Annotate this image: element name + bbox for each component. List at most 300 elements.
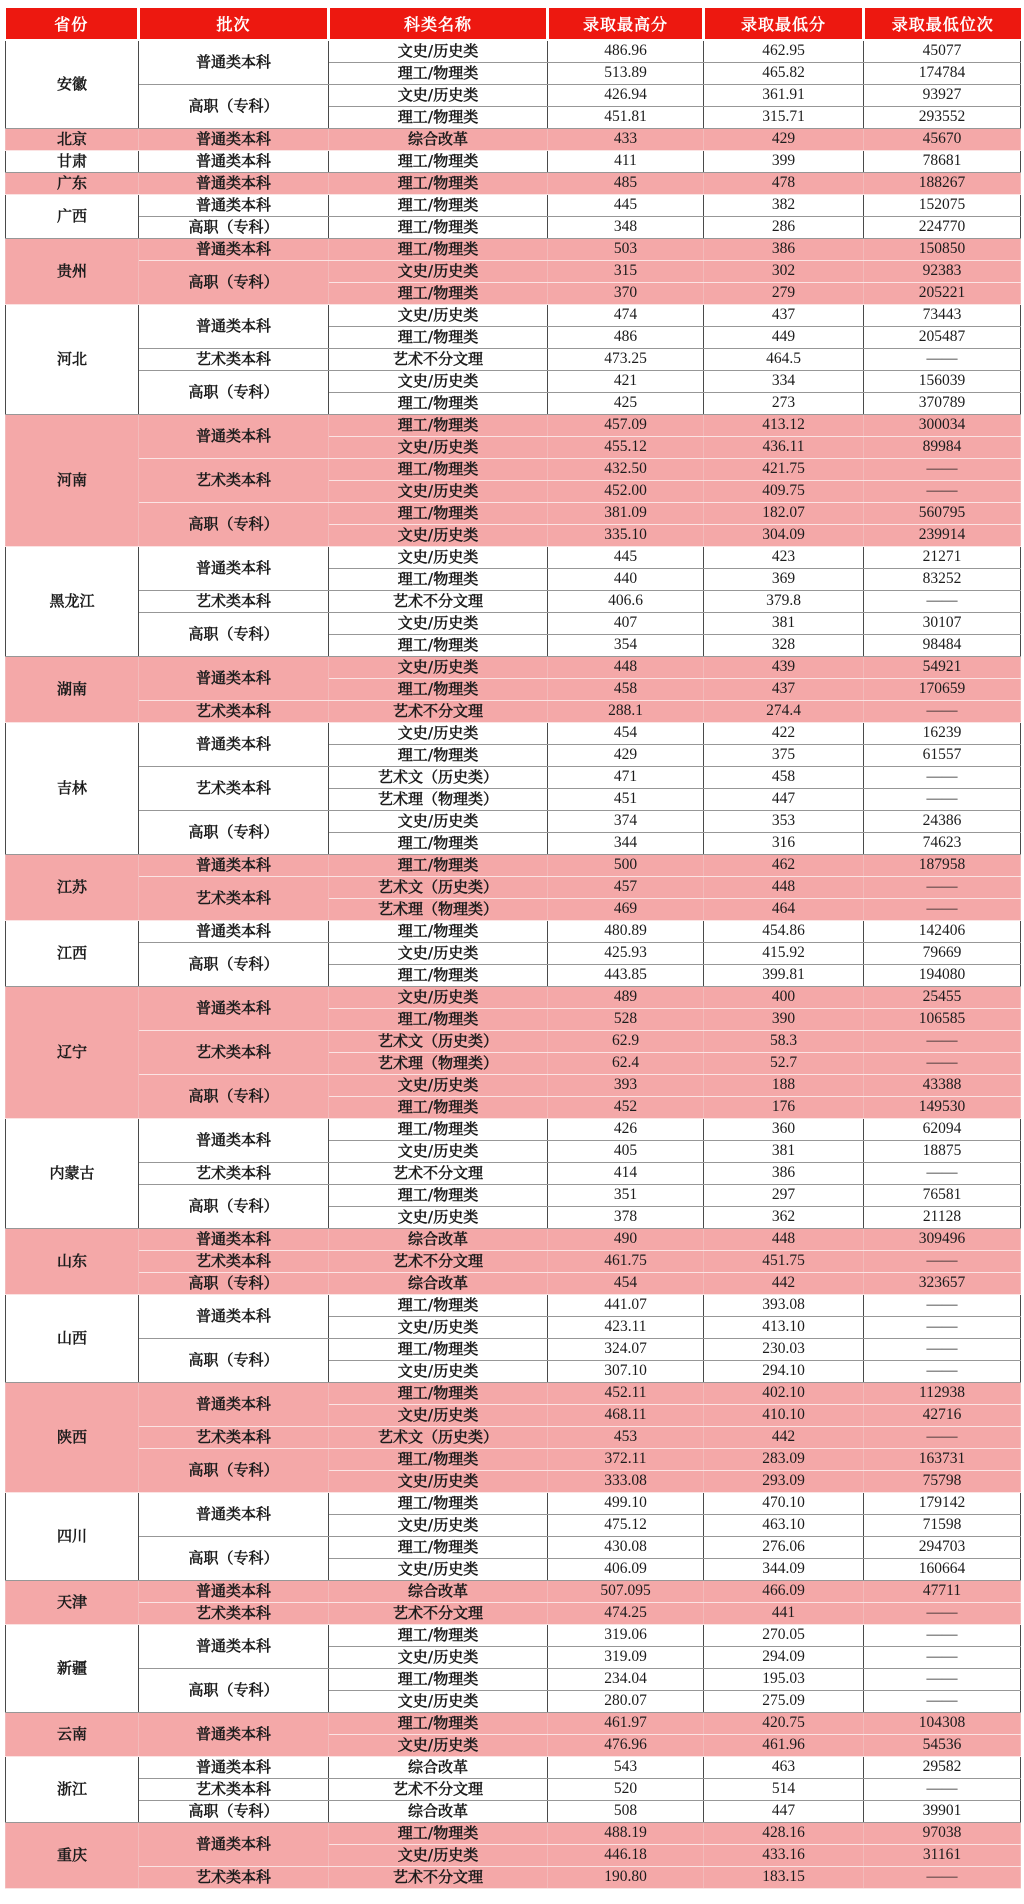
max-score-cell: 486.96 xyxy=(548,40,704,63)
min-score-cell: 433.16 xyxy=(704,1845,864,1867)
batch-cell: 艺术类本科 xyxy=(139,767,329,811)
min-rank-cell: 300034 xyxy=(864,415,1021,437)
min-rank-cell: —— xyxy=(864,1625,1021,1647)
table-row xyxy=(6,987,1021,1009)
max-score-cell: 503 xyxy=(548,239,704,261)
min-score-cell: 428.16 xyxy=(704,1823,864,1845)
min-score-cell: 302 xyxy=(704,261,864,283)
min-score-cell: 381 xyxy=(704,613,864,635)
table-row xyxy=(6,40,1021,63)
max-score-cell: 429 xyxy=(548,745,704,767)
min-rank-cell: —— xyxy=(864,1295,1021,1317)
min-score-cell: 304.09 xyxy=(704,525,864,547)
category-cell: 文史/历史类 xyxy=(329,1845,548,1867)
batch-cell: 普通类本科 xyxy=(139,1229,329,1251)
table-row xyxy=(6,459,1021,481)
max-score-cell: 476.96 xyxy=(548,1735,704,1757)
category-cell: 艺术理（物理类） xyxy=(329,899,548,921)
max-score-cell: 452.00 xyxy=(548,481,704,503)
province-cell: 湖南 xyxy=(6,657,139,723)
min-score-cell: 328 xyxy=(704,635,864,657)
table-row xyxy=(6,921,1021,943)
table-row xyxy=(6,1493,1021,1515)
province-cell: 内蒙古 xyxy=(6,1119,139,1229)
min-score-cell: 195.03 xyxy=(704,1669,864,1691)
table-row xyxy=(6,195,1021,217)
min-score-cell: 293.09 xyxy=(704,1471,864,1493)
min-rank-cell: 142406 xyxy=(864,921,1021,943)
min-rank-cell: 92383 xyxy=(864,261,1021,283)
category-cell: 文史/历史类 xyxy=(329,547,548,569)
min-rank-cell: 150850 xyxy=(864,239,1021,261)
batch-cell: 艺术类本科 xyxy=(139,1867,329,1889)
batch-cell: 普通类本科 xyxy=(139,1581,329,1603)
batch-cell: 艺术类本科 xyxy=(139,1603,329,1625)
batch-cell: 普通类本科 xyxy=(139,1493,329,1537)
category-cell: 理工/物理类 xyxy=(329,1537,548,1559)
table-row xyxy=(6,943,1021,965)
column-header-category: 科类名称 xyxy=(329,8,548,40)
min-rank-cell: 179142 xyxy=(864,1493,1021,1515)
category-cell: 综合改革 xyxy=(329,1581,548,1603)
batch-cell: 艺术类本科 xyxy=(139,1031,329,1075)
batch-cell: 高职（专科） xyxy=(139,1801,329,1823)
min-rank-cell: —— xyxy=(864,1031,1021,1053)
min-rank-cell: 47711 xyxy=(864,1581,1021,1603)
max-score-cell: 453 xyxy=(548,1427,704,1449)
province-cell: 黑龙江 xyxy=(6,547,139,657)
category-cell: 理工/物理类 xyxy=(329,393,548,415)
category-cell: 理工/物理类 xyxy=(329,833,548,855)
max-score-cell: 469 xyxy=(548,899,704,921)
batch-cell: 普通类本科 xyxy=(139,151,329,173)
max-score-cell: 348 xyxy=(548,217,704,239)
min-score-cell: 382 xyxy=(704,195,864,217)
max-score-cell: 414 xyxy=(548,1163,704,1185)
table-row xyxy=(6,1427,1021,1449)
max-score-cell: 234.04 xyxy=(548,1669,704,1691)
max-score-cell: 374 xyxy=(548,811,704,833)
max-score-cell: 406.09 xyxy=(548,1559,704,1581)
batch-cell: 艺术类本科 xyxy=(139,877,329,921)
max-score-cell: 421 xyxy=(548,371,704,393)
max-score-cell: 354 xyxy=(548,635,704,657)
min-rank-cell: 112938 xyxy=(864,1383,1021,1405)
batch-cell: 普通类本科 xyxy=(139,1383,329,1427)
table-row xyxy=(6,1779,1021,1801)
table-row xyxy=(6,503,1021,525)
max-score-cell: 475.12 xyxy=(548,1515,704,1537)
min-score-cell: 361.91 xyxy=(704,85,864,107)
category-cell: 艺术理（物理类） xyxy=(329,789,548,811)
min-rank-cell: —— xyxy=(864,1669,1021,1691)
min-rank-cell: —— xyxy=(864,1691,1021,1713)
max-score-cell: 474.25 xyxy=(548,1603,704,1625)
category-cell: 理工/物理类 xyxy=(329,327,548,349)
min-rank-cell: 83252 xyxy=(864,569,1021,591)
min-score-cell: 400 xyxy=(704,987,864,1009)
batch-cell: 普通类本科 xyxy=(139,239,329,261)
min-score-cell: 386 xyxy=(704,1163,864,1185)
min-rank-cell: 106585 xyxy=(864,1009,1021,1031)
column-header-min-rank: 录取最低位次 xyxy=(864,8,1021,40)
province-cell: 安徽 xyxy=(6,40,139,129)
category-cell: 综合改革 xyxy=(329,1273,548,1295)
max-score-cell: 333.08 xyxy=(548,1471,704,1493)
min-score-cell: 436.11 xyxy=(704,437,864,459)
table-row xyxy=(6,349,1021,371)
province-cell: 天津 xyxy=(6,1581,139,1625)
category-cell: 理工/物理类 xyxy=(329,1625,548,1647)
max-score-cell: 468.11 xyxy=(548,1405,704,1427)
category-cell: 文史/历史类 xyxy=(329,1317,548,1339)
max-score-cell: 507.095 xyxy=(548,1581,704,1603)
min-score-cell: 409.75 xyxy=(704,481,864,503)
table-row xyxy=(6,1031,1021,1053)
max-score-cell: 425 xyxy=(548,393,704,415)
table-row xyxy=(6,1669,1021,1691)
batch-cell: 艺术类本科 xyxy=(139,1251,329,1273)
category-cell: 综合改革 xyxy=(329,1757,548,1779)
min-score-cell: 274.4 xyxy=(704,701,864,723)
min-rank-cell: 78681 xyxy=(864,151,1021,173)
min-rank-cell: 24386 xyxy=(864,811,1021,833)
table-row xyxy=(6,129,1021,151)
category-cell: 文史/历史类 xyxy=(329,437,548,459)
max-score-cell: 451.81 xyxy=(548,107,704,129)
min-rank-cell: —— xyxy=(864,481,1021,503)
min-score-cell: 283.09 xyxy=(704,1449,864,1471)
max-score-cell: 423.11 xyxy=(548,1317,704,1339)
table-row xyxy=(6,305,1021,327)
province-cell: 广西 xyxy=(6,195,139,239)
category-cell: 理工/物理类 xyxy=(329,173,548,195)
min-score-cell: 188 xyxy=(704,1075,864,1097)
category-cell: 文史/历史类 xyxy=(329,657,548,679)
province-cell: 贵州 xyxy=(6,239,139,305)
province-cell: 云南 xyxy=(6,1713,139,1757)
min-score-cell: 413.12 xyxy=(704,415,864,437)
province-cell: 四川 xyxy=(6,1493,139,1581)
min-rank-cell: 174784 xyxy=(864,63,1021,85)
min-score-cell: 448 xyxy=(704,1229,864,1251)
batch-cell: 普通类本科 xyxy=(139,1119,329,1163)
category-cell: 艺术文（历史类） xyxy=(329,1427,548,1449)
category-cell: 文史/历史类 xyxy=(329,1515,548,1537)
max-score-cell: 344 xyxy=(548,833,704,855)
min-score-cell: 439 xyxy=(704,657,864,679)
category-cell: 艺术不分文理 xyxy=(329,591,548,613)
max-score-cell: 490 xyxy=(548,1229,704,1251)
category-cell: 文史/历史类 xyxy=(329,811,548,833)
max-score-cell: 370 xyxy=(548,283,704,305)
min-rank-cell: —— xyxy=(864,1163,1021,1185)
province-cell: 江苏 xyxy=(6,855,139,921)
min-rank-cell: 79669 xyxy=(864,943,1021,965)
batch-cell: 高职（专科） xyxy=(139,1669,329,1713)
min-rank-cell: —— xyxy=(864,899,1021,921)
batch-cell: 高职（专科） xyxy=(139,503,329,547)
table-row xyxy=(6,1603,1021,1625)
max-score-cell: 446.18 xyxy=(548,1845,704,1867)
max-score-cell: 480.89 xyxy=(548,921,704,943)
min-rank-cell: 370789 xyxy=(864,393,1021,415)
min-rank-cell: 98484 xyxy=(864,635,1021,657)
column-header-batch: 批次 xyxy=(139,8,329,40)
max-score-cell: 485 xyxy=(548,173,704,195)
min-score-cell: 463 xyxy=(704,1757,864,1779)
category-cell: 理工/物理类 xyxy=(329,1097,548,1119)
max-score-cell: 461.97 xyxy=(548,1713,704,1735)
min-score-cell: 386 xyxy=(704,239,864,261)
category-cell: 文史/历史类 xyxy=(329,1207,548,1229)
category-cell: 理工/物理类 xyxy=(329,745,548,767)
min-score-cell: 360 xyxy=(704,1119,864,1141)
min-rank-cell: 42716 xyxy=(864,1405,1021,1427)
category-cell: 理工/物理类 xyxy=(329,1669,548,1691)
batch-cell: 普通类本科 xyxy=(139,1625,329,1669)
category-cell: 文史/历史类 xyxy=(329,943,548,965)
min-score-cell: 423 xyxy=(704,547,864,569)
province-cell: 辽宁 xyxy=(6,987,139,1119)
max-score-cell: 488.19 xyxy=(548,1823,704,1845)
table-row xyxy=(6,723,1021,745)
min-score-cell: 316 xyxy=(704,833,864,855)
category-cell: 理工/物理类 xyxy=(329,1119,548,1141)
min-score-cell: 421.75 xyxy=(704,459,864,481)
table-row xyxy=(6,591,1021,613)
min-rank-cell: —— xyxy=(864,1427,1021,1449)
batch-cell: 普通类本科 xyxy=(139,987,329,1031)
min-rank-cell: 97038 xyxy=(864,1823,1021,1845)
table-row xyxy=(6,239,1021,261)
min-score-cell: 230.03 xyxy=(704,1339,864,1361)
table-row xyxy=(6,1625,1021,1647)
max-score-cell: 441.07 xyxy=(548,1295,704,1317)
min-rank-cell: 21128 xyxy=(864,1207,1021,1229)
min-score-cell: 466.09 xyxy=(704,1581,864,1603)
min-score-cell: 478 xyxy=(704,173,864,195)
max-score-cell: 411 xyxy=(548,151,704,173)
province-cell: 河南 xyxy=(6,415,139,547)
column-header-min-score: 录取最低分 xyxy=(704,8,864,40)
category-cell: 理工/物理类 xyxy=(329,965,548,987)
min-rank-cell: 71598 xyxy=(864,1515,1021,1537)
max-score-cell: 190.80 xyxy=(548,1867,704,1889)
min-rank-cell: —— xyxy=(864,701,1021,723)
min-score-cell: 441 xyxy=(704,1603,864,1625)
min-score-cell: 442 xyxy=(704,1273,864,1295)
category-cell: 理工/物理类 xyxy=(329,283,548,305)
table-row xyxy=(6,1581,1021,1603)
max-score-cell: 454 xyxy=(548,723,704,745)
max-score-cell: 520 xyxy=(548,1779,704,1801)
max-score-cell: 425.93 xyxy=(548,943,704,965)
max-score-cell: 381.09 xyxy=(548,503,704,525)
min-rank-cell: 309496 xyxy=(864,1229,1021,1251)
category-cell: 文史/历史类 xyxy=(329,40,548,63)
category-cell: 艺术不分文理 xyxy=(329,1163,548,1185)
batch-cell: 高职（专科） xyxy=(139,613,329,657)
min-score-cell: 514 xyxy=(704,1779,864,1801)
max-score-cell: 288.1 xyxy=(548,701,704,723)
min-rank-cell: —— xyxy=(864,789,1021,811)
table-row xyxy=(6,1229,1021,1251)
min-score-cell: 294.09 xyxy=(704,1647,864,1669)
min-rank-cell: —— xyxy=(864,1317,1021,1339)
table-row xyxy=(6,1713,1021,1735)
batch-cell: 艺术类本科 xyxy=(139,591,329,613)
category-cell: 文史/历史类 xyxy=(329,1405,548,1427)
min-score-cell: 464.5 xyxy=(704,349,864,371)
min-rank-cell: 73443 xyxy=(864,305,1021,327)
min-score-cell: 420.75 xyxy=(704,1713,864,1735)
column-header-max-score: 录取最高分 xyxy=(548,8,704,40)
batch-cell: 普通类本科 xyxy=(139,921,329,943)
table-row xyxy=(6,173,1021,195)
category-cell: 理工/物理类 xyxy=(329,239,548,261)
min-score-cell: 454.86 xyxy=(704,921,864,943)
batch-cell: 高职（专科） xyxy=(139,1449,329,1493)
min-score-cell: 315.71 xyxy=(704,107,864,129)
batch-cell: 高职（专科） xyxy=(139,217,329,239)
min-score-cell: 422 xyxy=(704,723,864,745)
min-rank-cell: 89984 xyxy=(864,437,1021,459)
category-cell: 理工/物理类 xyxy=(329,1339,548,1361)
table-row xyxy=(6,1867,1021,1889)
min-rank-cell: 293552 xyxy=(864,107,1021,129)
category-cell: 文史/历史类 xyxy=(329,1141,548,1163)
max-score-cell: 461.75 xyxy=(548,1251,704,1273)
category-cell: 理工/物理类 xyxy=(329,217,548,239)
category-cell: 理工/物理类 xyxy=(329,635,548,657)
min-score-cell: 447 xyxy=(704,789,864,811)
batch-cell: 高职（专科） xyxy=(139,943,329,987)
category-cell: 综合改革 xyxy=(329,1229,548,1251)
batch-cell: 高职（专科） xyxy=(139,1537,329,1581)
category-cell: 艺术文（历史类） xyxy=(329,1031,548,1053)
min-rank-cell: 45077 xyxy=(864,40,1021,63)
province-cell: 浙江 xyxy=(6,1757,139,1823)
category-cell: 艺术文（历史类） xyxy=(329,767,548,789)
min-score-cell: 437 xyxy=(704,305,864,327)
category-cell: 理工/物理类 xyxy=(329,1823,548,1845)
min-score-cell: 393.08 xyxy=(704,1295,864,1317)
batch-cell: 普通类本科 xyxy=(139,1823,329,1867)
max-score-cell: 433 xyxy=(548,129,704,151)
batch-cell: 艺术类本科 xyxy=(139,349,329,371)
max-score-cell: 443.85 xyxy=(548,965,704,987)
min-rank-cell: 16239 xyxy=(864,723,1021,745)
min-rank-cell: —— xyxy=(864,1867,1021,1889)
table-row xyxy=(6,1449,1021,1471)
max-score-cell: 393 xyxy=(548,1075,704,1097)
table-row xyxy=(6,701,1021,723)
category-cell: 理工/物理类 xyxy=(329,63,548,85)
category-cell: 文史/历史类 xyxy=(329,987,548,1009)
min-rank-cell: 25455 xyxy=(864,987,1021,1009)
table-row xyxy=(6,85,1021,107)
min-rank-cell: —— xyxy=(864,1339,1021,1361)
min-score-cell: 448 xyxy=(704,877,864,899)
min-rank-cell: 560795 xyxy=(864,503,1021,525)
min-rank-cell: 75798 xyxy=(864,1471,1021,1493)
category-cell: 文史/历史类 xyxy=(329,371,548,393)
min-rank-cell: 45670 xyxy=(864,129,1021,151)
max-score-cell: 455.12 xyxy=(548,437,704,459)
batch-cell: 高职（专科） xyxy=(139,371,329,415)
header-row xyxy=(6,8,1021,40)
max-score-cell: 62.4 xyxy=(548,1053,704,1075)
max-score-cell: 430.08 xyxy=(548,1537,704,1559)
category-cell: 艺术文（历史类） xyxy=(329,877,548,899)
min-rank-cell: 104308 xyxy=(864,1713,1021,1735)
batch-cell: 高职（专科） xyxy=(139,1075,329,1119)
batch-cell: 高职（专科） xyxy=(139,85,329,129)
category-cell: 文史/历史类 xyxy=(329,1691,548,1713)
category-cell: 文史/历史类 xyxy=(329,1471,548,1493)
category-cell: 文史/历史类 xyxy=(329,525,548,547)
min-rank-cell: 149530 xyxy=(864,1097,1021,1119)
category-cell: 艺术不分文理 xyxy=(329,349,548,371)
min-rank-cell: 61557 xyxy=(864,745,1021,767)
max-score-cell: 426.94 xyxy=(548,85,704,107)
batch-cell: 普通类本科 xyxy=(139,129,329,151)
province-cell: 北京 xyxy=(6,129,139,151)
category-cell: 理工/物理类 xyxy=(329,1185,548,1207)
min-score-cell: 461.96 xyxy=(704,1735,864,1757)
province-cell: 重庆 xyxy=(6,1823,139,1889)
min-score-cell: 183.15 xyxy=(704,1867,864,1889)
max-score-cell: 486 xyxy=(548,327,704,349)
table-row xyxy=(6,415,1021,437)
max-score-cell: 372.11 xyxy=(548,1449,704,1471)
table-row xyxy=(6,1163,1021,1185)
max-score-cell: 473.25 xyxy=(548,349,704,371)
table-row xyxy=(6,1383,1021,1405)
category-cell: 文史/历史类 xyxy=(329,1361,548,1383)
table-row xyxy=(6,1801,1021,1823)
table-row xyxy=(6,613,1021,635)
batch-cell: 艺术类本科 xyxy=(139,1163,329,1185)
table-body xyxy=(6,40,1021,1889)
category-cell: 艺术不分文理 xyxy=(329,1251,548,1273)
min-rank-cell: —— xyxy=(864,1251,1021,1273)
max-score-cell: 543 xyxy=(548,1757,704,1779)
category-cell: 文史/历史类 xyxy=(329,723,548,745)
min-score-cell: 176 xyxy=(704,1097,864,1119)
province-cell: 甘肃 xyxy=(6,151,139,173)
category-cell: 理工/物理类 xyxy=(329,569,548,591)
min-score-cell: 375 xyxy=(704,745,864,767)
min-score-cell: 402.10 xyxy=(704,1383,864,1405)
category-cell: 文史/历史类 xyxy=(329,481,548,503)
min-rank-cell: —— xyxy=(864,1361,1021,1383)
min-score-cell: 353 xyxy=(704,811,864,833)
table-row xyxy=(6,1537,1021,1559)
min-score-cell: 429 xyxy=(704,129,864,151)
min-score-cell: 273 xyxy=(704,393,864,415)
min-rank-cell: —— xyxy=(864,877,1021,899)
min-score-cell: 464 xyxy=(704,899,864,921)
max-score-cell: 280.07 xyxy=(548,1691,704,1713)
max-score-cell: 432.50 xyxy=(548,459,704,481)
category-cell: 理工/物理类 xyxy=(329,921,548,943)
column-header-province: 省份 xyxy=(6,8,139,40)
table-row xyxy=(6,877,1021,899)
min-score-cell: 413.10 xyxy=(704,1317,864,1339)
max-score-cell: 452.11 xyxy=(548,1383,704,1405)
